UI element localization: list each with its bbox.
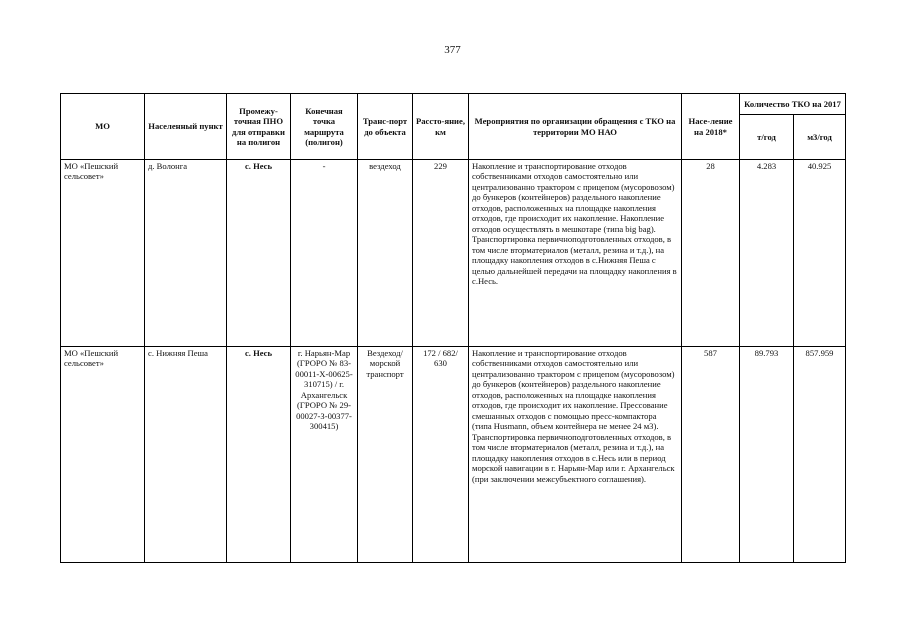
cell-endpoint: - [291, 160, 358, 347]
header-population: Насе-ление на 2018* [682, 94, 740, 160]
cell-mo: МО «Пешский сельсовет» [61, 347, 145, 563]
header-tons-per-year: т/год [740, 115, 794, 160]
cell-m3-per-year: 40.925 [794, 160, 846, 347]
cell-settlement: д. Волонга [145, 160, 227, 347]
cell-distance: 172 / 682/ 630 [413, 347, 469, 563]
header-transport: Транс-порт до объекта [358, 94, 413, 160]
tko-routes-table [60, 93, 846, 563]
cell-endpoint: г. Нарьян-Мар (ГРОРО № 83-00011-Х-00625-310715) / г. Архангельск (ГРОРО № 29-00027-З-00377-300415) [291, 347, 358, 563]
header-m3-per-year: м3/год [794, 115, 846, 160]
cell-population: 28 [682, 160, 740, 347]
header-tko-group: Количество ТКО на 2017 [740, 94, 846, 115]
header-measures: Мероприятия по организации обращения с ТКО на территории МО НАО [469, 94, 682, 160]
cell-population: 587 [682, 347, 740, 563]
cell-settlement: с. Нижняя Пеша [145, 347, 227, 563]
table-row [61, 347, 846, 563]
cell-m3-per-year: 857.959 [794, 347, 846, 563]
cell-mo: МО «Пешский сельсовет» [61, 160, 145, 347]
page-number: 377 [444, 44, 461, 56]
header-mo: МО [61, 94, 145, 160]
header-intermediate-point: Промежу-точная ПНО для отправки на полигон [227, 94, 291, 160]
cell-tons-per-year: 89.793 [740, 347, 794, 563]
header-settlement: Населенный пункт [145, 94, 227, 160]
header-endpoint: Конечная точка маршрута (полигон) [291, 94, 358, 160]
cell-transport: Вездеход/ морской транспорт [358, 347, 413, 563]
cell-distance: 229 [413, 160, 469, 347]
cell-measures: Накопление и транспортирование отходов собственниками отходов самостоятельно или централизованно трактором с прицепом (мусоровозом) до бункеров (контейнеров) раздельного накопление отходов, расположенных на площадке накопления отходов, где происходит их накопление. Прессование смешанных отходов с помощью пресс-компактора (типа Husmann, объем контейнера не менее 24 м3). Транспортировка первичноподготовленных отходов, в том числе вторматериалов (металл, резина и т.д.), на площадку накопления отходов в с.Несь или в период морской навигации в г. Нарьян-Мар или г. Архангельск (при заключении межсубъектного соглашения). [469, 347, 682, 563]
table-row [61, 160, 846, 347]
cell-intermediate: с. Несь [227, 160, 291, 347]
cell-measures: Накопление и транспортирование отходов собственниками отходов самостоятельно или централизованно трактором с прицепом (мусоровозом) до бункеров (контейнеров) раздельного накопление отходов, расположенных на площадке накопления отходов, где происходит их накопление. Накопление отходов осуществлять в мешкотаре (типа big bag). Транспортировка первичноподготовленных отходов, в том числе вторматериалов (металл, резина и т.д.), на площадку накопления отходов в с.Нижняя Пеша с целью дальнейшей передачи на площадку накопления в с.Несь. [469, 160, 682, 347]
cell-intermediate: с. Несь [227, 347, 291, 563]
cell-transport: вездеход [358, 160, 413, 347]
header-distance: Рассто-яние, км [413, 94, 469, 160]
cell-tons-per-year: 4.283 [740, 160, 794, 347]
